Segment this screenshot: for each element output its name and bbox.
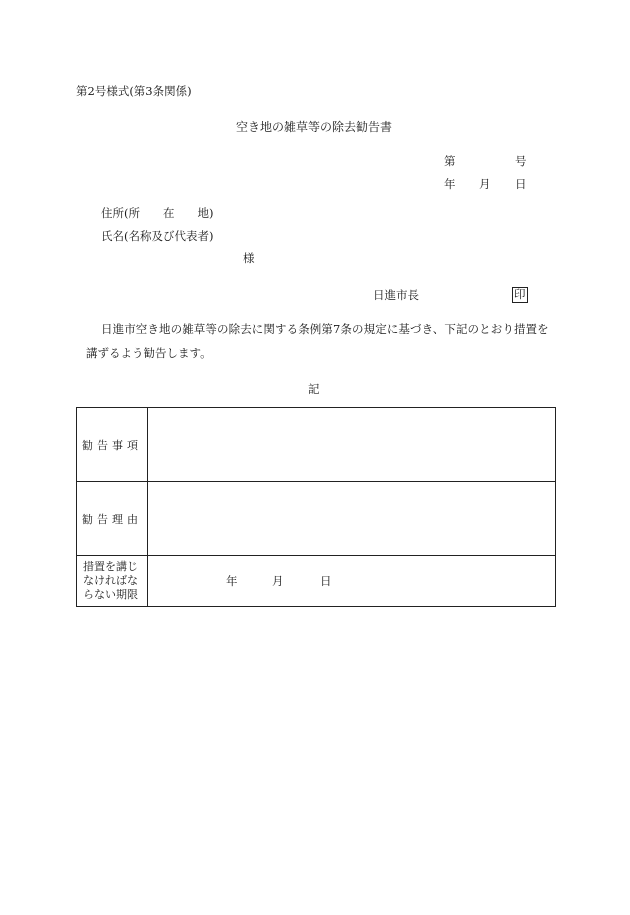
deadline-month: 月 xyxy=(272,574,284,588)
issuer-title: 日進市長 xyxy=(373,288,419,302)
doc-date-day: 日 xyxy=(515,177,527,191)
row-label-deadline: 措置を講じなければならない期限 xyxy=(77,556,148,607)
table-row xyxy=(77,408,556,482)
body-line-2: 講ずるよう勧告します。 xyxy=(86,346,212,360)
body-line-1: 日進市空き地の雑草等の除去に関する条例第7条の規定に基づき、下記のとおり措置を xyxy=(101,322,549,336)
row-content-deadline xyxy=(148,556,556,607)
table-row xyxy=(77,482,556,556)
ki-heading: 記 xyxy=(308,382,320,396)
honorific: 様 xyxy=(243,251,255,265)
doc-number-prefix: 第 xyxy=(444,154,456,168)
row-label-reason: 勧告理由 xyxy=(77,482,148,556)
deadline-year: 年 xyxy=(226,574,238,588)
row-content-reason xyxy=(148,482,556,556)
form-number: 第2号様式(第3条関係) xyxy=(76,84,192,98)
doc-date-year: 年 xyxy=(444,177,456,191)
doc-number-suffix: 号 xyxy=(515,154,527,168)
row-content-items xyxy=(148,408,556,482)
deadline-date xyxy=(148,556,555,606)
doc-date-month: 月 xyxy=(479,177,491,191)
row-label-items: 勧告事項 xyxy=(77,408,148,482)
recommendation-table xyxy=(76,407,556,607)
seal-mark xyxy=(512,287,528,303)
table-row xyxy=(77,556,556,607)
name-label: 氏名(名称及び代表者) xyxy=(101,229,214,243)
deadline-day: 日 xyxy=(320,574,332,588)
seal-label: 印 xyxy=(514,287,526,301)
document-title: 空き地の雑草等の除去勧告書 xyxy=(236,120,393,134)
address-label: 住所(所 在 地) xyxy=(101,206,214,220)
